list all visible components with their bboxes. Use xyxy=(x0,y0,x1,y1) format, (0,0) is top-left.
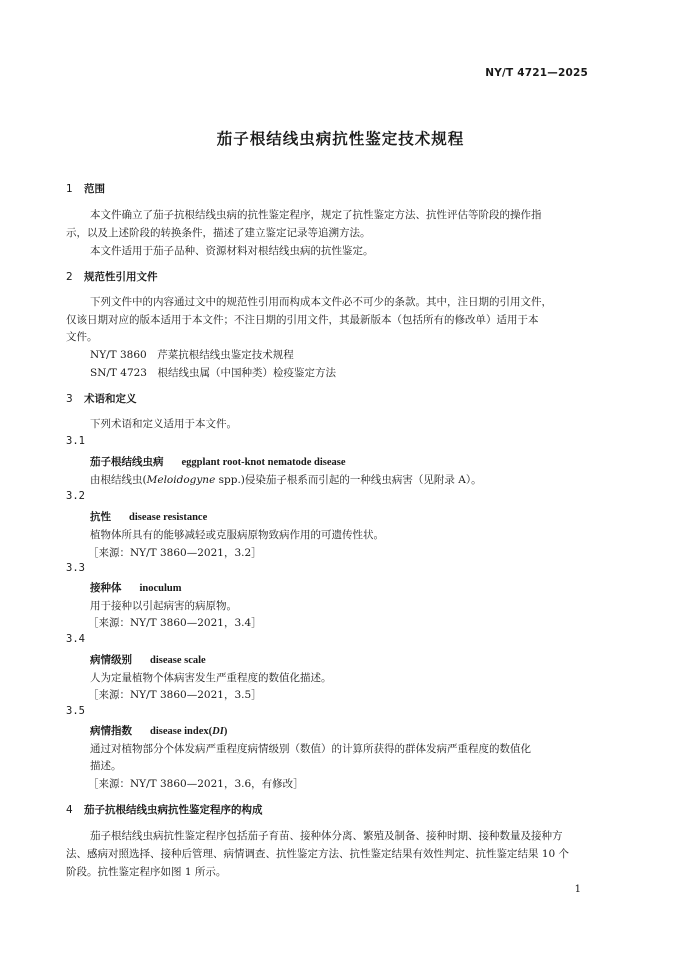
section-1-heading xyxy=(66,181,105,196)
term-en-text: ) xyxy=(223,726,228,737)
term-entry xyxy=(90,509,207,524)
term-zh: 病情指数 xyxy=(90,725,132,737)
section-4-heading xyxy=(66,802,263,817)
term-en xyxy=(150,726,227,737)
paragraph-line: 法、感病对照选择、接种后管理、病情调查、抗性鉴定方法、抗性鉴定结果有效性判定、抗性鉴定结果 10 个 xyxy=(66,848,570,860)
term-entry xyxy=(90,454,346,469)
document-title: 茄子根结线虫病抗性鉴定技术规程 xyxy=(216,130,465,148)
paragraph-line: 仅该日期对应的版本适用于本文件；不注日期的引用文件，其最新版本（包括所有的修改单）适用于本 xyxy=(66,314,539,326)
section-3-heading xyxy=(66,391,137,406)
paragraph-line: 下列术语和定义适用于本文件。 xyxy=(90,418,237,430)
term-en: inoculum xyxy=(139,583,182,594)
clause-number: 3.2 xyxy=(66,490,85,502)
paragraph-line: 示，以及上述阶段的转换条件，描述了建立鉴定记录等追溯方法。 xyxy=(66,227,371,239)
term-zh: 病情级别 xyxy=(90,654,132,666)
term-source: ［来源：NY/T 3860—2021，3.5］ xyxy=(88,689,262,701)
clause-number: 3.4 xyxy=(66,633,85,645)
term-definition xyxy=(90,472,482,487)
term-entry xyxy=(90,652,206,667)
term-source: ［来源：NY/T 3860—2021，3.6，有修改］ xyxy=(88,778,304,790)
paragraph-line: 文件。 xyxy=(66,331,98,343)
clause-number: 3.1 xyxy=(66,435,85,447)
section-number: 1 xyxy=(66,183,73,195)
section-number: 3 xyxy=(66,393,73,405)
term-en: eggplant root-knot nematode disease xyxy=(181,457,346,468)
paragraph-line: 本文件适用于茄子品种、资源材料对根结线虫病的抗性鉴定。 xyxy=(90,245,374,257)
term-en-text: disease index( xyxy=(150,726,213,737)
term-definition: 描述。 xyxy=(90,760,122,772)
normative-reference: NY/T 3860 芹菜抗根结线虫鉴定技术规程 xyxy=(90,349,294,361)
clause-number: 3.3 xyxy=(66,562,85,574)
section-title: 规范性引用文件 xyxy=(84,271,158,283)
term-zh: 抗性 xyxy=(90,511,111,523)
term-abbreviation: DI xyxy=(212,726,224,737)
term-source: ［来源：NY/T 3860—2021，3.4］ xyxy=(88,617,262,629)
definition-text: 由根结线虫( xyxy=(90,474,147,486)
term-definition: 通过对植物部分个体发病严重程度病情级别（数值）的计算所获得的群体发病严重程度的数值化 xyxy=(90,743,531,755)
definition-text: spp.)侵染茄子根系而引起的一种线虫病害（见附录 A）。 xyxy=(215,474,482,486)
normative-reference: SN/T 4723 根结线虫属（中国种类）检疫鉴定方法 xyxy=(90,367,336,379)
term-definition: 植物体所具有的能够减轻或克服病原物致病作用的可遗传性状。 xyxy=(90,529,384,541)
paragraph-line: 下列文件中的内容通过文中的规范性引用而构成本文件必不可少的条款。其中，注日期的引用文件， xyxy=(90,296,552,308)
term-zh: 接种体 xyxy=(90,582,122,594)
page-number: 1 xyxy=(574,884,581,895)
section-2-heading xyxy=(66,269,158,284)
term-entry xyxy=(90,580,182,595)
term-en: disease scale xyxy=(150,655,206,666)
section-title: 茄子抗根结线虫病抗性鉴定程序的构成 xyxy=(84,804,263,816)
clause-number: 3.5 xyxy=(66,705,85,717)
term-definition: 人为定量植物个体病害发生严重程度的数值化描述。 xyxy=(90,672,332,684)
section-title: 术语和定义 xyxy=(84,393,137,405)
term-source: ［来源：NY/T 3860—2021，3.2］ xyxy=(88,547,262,559)
term-definition: 用于接种以引起病害的病原物。 xyxy=(90,600,237,612)
term-zh: 茄子根结线虫病 xyxy=(90,456,164,468)
paragraph-line: 本文件确立了茄子抗根结线虫病的抗性鉴定程序，规定了抗性鉴定方法、抗性评估等阶段的操作指 xyxy=(90,209,542,221)
species-name: Meloidogyne xyxy=(146,474,216,486)
term-entry xyxy=(90,723,227,738)
section-title: 范围 xyxy=(84,183,105,195)
section-number: 4 xyxy=(66,804,73,816)
section-number: 2 xyxy=(66,271,73,283)
term-en: disease resistance xyxy=(129,512,208,523)
standard-number: NY/T 4721—2025 xyxy=(485,67,588,79)
paragraph-line: 阶段。抗性鉴定程序如图 1 所示。 xyxy=(66,866,227,878)
paragraph-line: 茄子根结线虫病抗性鉴定程序包括茄子育苗、接种体分离、繁殖及制备、接种时期、接种数量及接种方 xyxy=(90,830,563,842)
